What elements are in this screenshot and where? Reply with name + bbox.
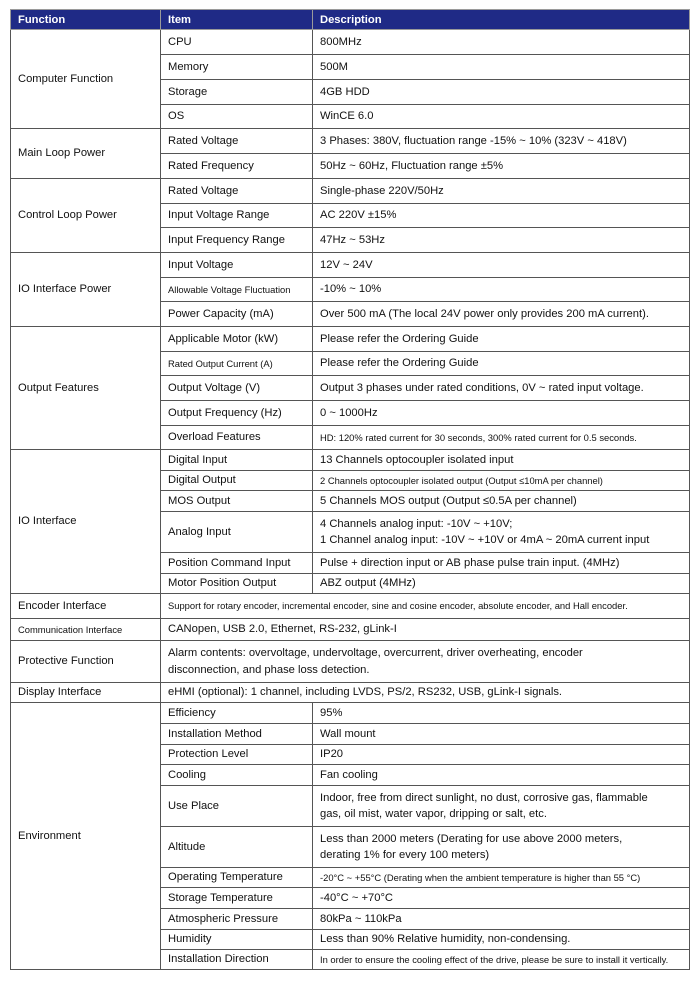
description-cell: 500M (313, 55, 690, 80)
item-cell: Storage Temperature (161, 888, 313, 909)
description-cell: AC 220V ±15% (313, 204, 690, 228)
item-cell: Input Frequency Range (161, 228, 313, 253)
function-cell: Encoder Interface (11, 594, 161, 619)
function-cell: Main Loop Power (11, 129, 161, 179)
table-row (11, 179, 690, 204)
description-cell: -40°C ~ +70°C (313, 888, 690, 909)
description-line: 4 Channels analog input: -10V ~ +10V; (320, 517, 513, 530)
description-cell: 4GB HDD (313, 80, 690, 105)
function-cell: Communication Interface (11, 619, 161, 641)
item-cell: Atmospheric Pressure (161, 909, 313, 930)
function-cell: Control Loop Power (11, 179, 161, 253)
function-cell: Display Interface (11, 683, 161, 703)
table-row (11, 594, 690, 619)
description-cell: 0 ~ 1000Hz (313, 401, 690, 426)
description-cell: 3 Phases: 380V, fluctuation range -15% ~ 10% (323V ~ 418V) (313, 129, 690, 154)
description-line: Indoor, free from direct sunlight, no dust, corrosive gas, flammable (320, 791, 648, 804)
description-cell: Please refer the Ordering Guide (313, 352, 690, 376)
description-line: gas, oil mist, water vapor, dripping or salt, etc. (320, 808, 547, 820)
table-row (11, 327, 690, 352)
item-cell: Power Capacity (mA) (161, 302, 313, 327)
item-cell: Output Frequency (Hz) (161, 401, 313, 426)
header-function: Function (11, 10, 161, 30)
description-line: Alarm contents: overvoltage, undervoltage, overcurrent, driver overheating, encoder (168, 647, 583, 660)
description-cell: Less than 90% Relative humidity, non-condensing. (313, 930, 690, 950)
table-body (11, 30, 690, 970)
function-cell: IO Interface (11, 450, 161, 594)
item-cell: Efficiency (161, 703, 313, 724)
description-cell: 5 Channels MOS output (Output ≤0.5A per channel) (313, 491, 690, 512)
item-cell: Digital Output (161, 471, 313, 491)
description-cell: 2 Channels optocoupler isolated output (Output ≤10mA per channel) (313, 471, 690, 491)
item-cell: Input Voltage (161, 253, 313, 278)
description-cell (313, 786, 690, 827)
spec-table (10, 9, 690, 970)
function-cell: Computer Function (11, 30, 161, 129)
item-cell: Storage (161, 80, 313, 105)
item-cell: Cooling (161, 765, 313, 786)
description-line: 1 Channel analog input: -10V ~ +10V or 4mA ~ 20mA current input (320, 534, 650, 546)
table-row (11, 30, 690, 55)
item-cell: MOS Output (161, 491, 313, 512)
description-cell: Output 3 phases under rated conditions, 0V ~ rated input voltage. (313, 376, 690, 401)
item-cell: OS (161, 105, 313, 129)
description-cell: Over 500 mA (The local 24V power only provides 200 mA current). (313, 302, 690, 327)
description-cell: 13 Channels optocoupler isolated input (313, 450, 690, 471)
item-cell: Rated Voltage (161, 179, 313, 204)
item-cell: Overload Features (161, 426, 313, 450)
description-cell: 95% (313, 703, 690, 724)
table-row (11, 619, 690, 641)
item-cell: Analog Input (161, 512, 313, 553)
item-cell: Use Place (161, 786, 313, 827)
description-cell: Single-phase 220V/50Hz (313, 179, 690, 204)
description-cell (313, 512, 690, 553)
description-cell: 12V ~ 24V (313, 253, 690, 278)
item-cell: Protection Level (161, 745, 313, 765)
item-cell: Rated Voltage (161, 129, 313, 154)
description-line: disconnection, and phase loss detection. (168, 663, 370, 676)
description-cell: 80kPa ~ 110kPa (313, 909, 690, 930)
description-cell: eHMI (optional): 1 channel, including LVDS, PS/2, RS232, USB, gLink-I signals. (161, 683, 690, 703)
description-cell: IP20 (313, 745, 690, 765)
item-cell: Input Voltage Range (161, 204, 313, 228)
item-cell: Motor Position Output (161, 574, 313, 594)
header-description: Description (313, 10, 690, 30)
item-cell: Output Voltage (V) (161, 376, 313, 401)
table-row (11, 253, 690, 278)
item-cell: CPU (161, 30, 313, 55)
item-cell: Altitude (161, 827, 313, 868)
item-cell: Memory (161, 55, 313, 80)
item-cell: Applicable Motor (kW) (161, 327, 313, 352)
description-line: derating 1% for every 100 meters) (320, 849, 490, 861)
description-line: Less than 2000 meters (Derating for use above 2000 meters, (320, 832, 623, 845)
description-cell: -10% ~ 10% (313, 278, 690, 302)
table-row (11, 129, 690, 154)
item-cell: Position Command Input (161, 553, 313, 574)
function-cell: IO Interface Power (11, 253, 161, 327)
item-cell: Installation Method (161, 724, 313, 745)
description-cell: Fan cooling (313, 765, 690, 786)
table-row (11, 641, 690, 683)
description-cell: WinCE 6.0 (313, 105, 690, 129)
description-cell: 47Hz ~ 53Hz (313, 228, 690, 253)
description-cell: CANopen, USB 2.0, Ethernet, RS-232, gLink-I (161, 619, 690, 641)
description-cell: Wall mount (313, 724, 690, 745)
description-cell (161, 641, 690, 683)
description-cell: Please refer the Ordering Guide (313, 327, 690, 352)
table-header (11, 10, 690, 30)
table-row (11, 450, 690, 471)
table-row (11, 683, 690, 703)
item-cell: Operating Temperature (161, 868, 313, 888)
item-cell: Installation Direction (161, 950, 313, 970)
item-cell: Humidity (161, 930, 313, 950)
description-cell: Pulse + direction input or AB phase pulse train input. (4MHz) (313, 553, 690, 574)
table-row (11, 703, 690, 724)
item-cell: Rated Output Current (A) (161, 352, 313, 376)
description-cell: Support for rotary encoder, incremental encoder, sine and cosine encoder, absolute encoder, and Hall encoder. (161, 594, 690, 619)
description-cell (313, 827, 690, 868)
item-cell: Allowable Voltage Fluctuation (161, 278, 313, 302)
description-cell: ABZ output (4MHz) (313, 574, 690, 594)
item-cell: Digital Input (161, 450, 313, 471)
description-cell: -20°C ~ +55°C (Derating when the ambient temperature is higher than 55 °C) (313, 868, 690, 888)
header-item: Item (161, 10, 313, 30)
description-cell: 50Hz ~ 60Hz, Fluctuation range ±5% (313, 154, 690, 179)
description-cell: In order to ensure the cooling effect of the drive, please be sure to install it vertically. (313, 950, 690, 970)
item-cell: Rated Frequency (161, 154, 313, 179)
description-cell: 800MHz (313, 30, 690, 55)
function-cell: Output Features (11, 327, 161, 450)
function-cell: Environment (11, 703, 161, 970)
header-row (11, 10, 690, 30)
function-cell: Protective Function (11, 641, 161, 683)
description-cell: HD: 120% rated current for 30 seconds, 300% rated current for 0.5 seconds. (313, 426, 690, 450)
